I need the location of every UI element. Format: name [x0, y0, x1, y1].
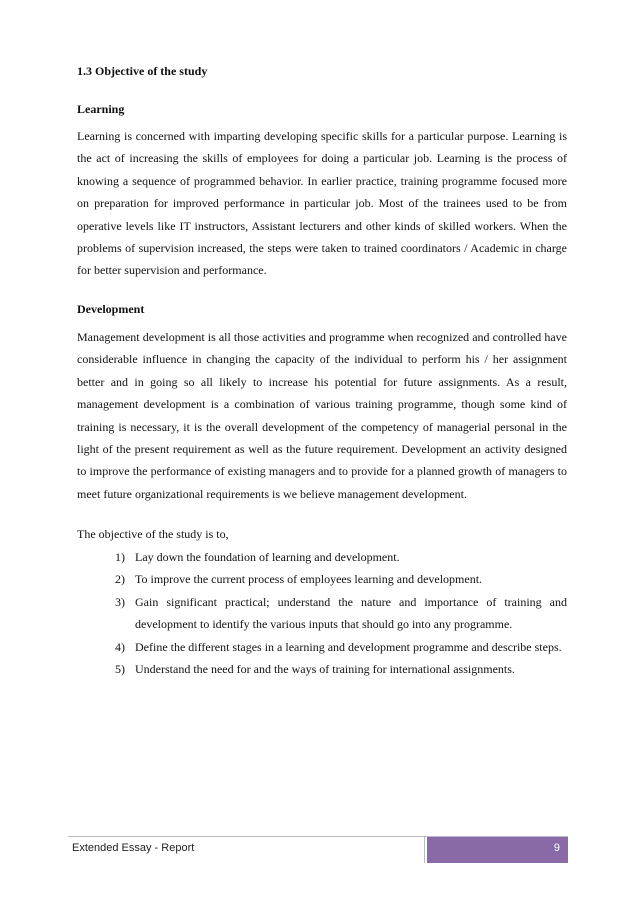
objectives-list [115, 546, 567, 680]
section-title: 1.3 Objective of the study [77, 64, 208, 78]
objective-item: 2) To improve the current process of employees learning and development. [115, 572, 483, 587]
learning-paragraph: Learning is concerned with imparting developing specific skills for a particular purpose. Learning is the act of increasing the skills of employees for doing a particular job. Learning is the process of knowing a sequence of programmed behavior. In earlier practice, training programme focused more on preparation for improved performance in particular job. Most of the trainees used to be from operative levels like IT instructors, Assistant lecturers and other kinds of skilled workers. When the problems of supervision increased, the steps were taken to trained coordinators / Academic in charge for better supervision and performance. [77, 129, 567, 278]
learning-heading: Learning [77, 102, 125, 116]
page-number: 9 [553, 842, 560, 854]
development-paragraph: Management development is all those activities and programme when recognized and controlled have considerable influence in changing the capacity of the individual to perform his / her assignment better and in going so all likely to increase his potential for future assignments. As a result, management development is a combination of various training programme, though some kind of training is necessary, it is the overall development of the competency of managerial personal in the light of the present requirement as well as the future requirement. Development an activity designed to improve the performance of existing managers and to provide for a planned growth of managers to meet future organizational requirements is we believe management development. [77, 330, 567, 501]
objective-item: 3) Gain significant practical; understand the nature and importance of training and development to identify the various inputs that should go into any programme. [115, 594, 567, 632]
development-heading: Development [77, 302, 145, 316]
footer-label: Extended Essay - Report [72, 842, 195, 854]
footer-page-bar [427, 837, 568, 863]
objective-item: 1) Lay down the foundation of learning and development. [115, 550, 400, 564]
objectives-intro: The objective of the study is to, [77, 527, 229, 541]
objective-item: 4) Define the different stages in a learning and development programme and describe steps. [115, 639, 562, 654]
objective-item: 5) Understand the need for and the ways of training for international assignments. [115, 662, 515, 677]
